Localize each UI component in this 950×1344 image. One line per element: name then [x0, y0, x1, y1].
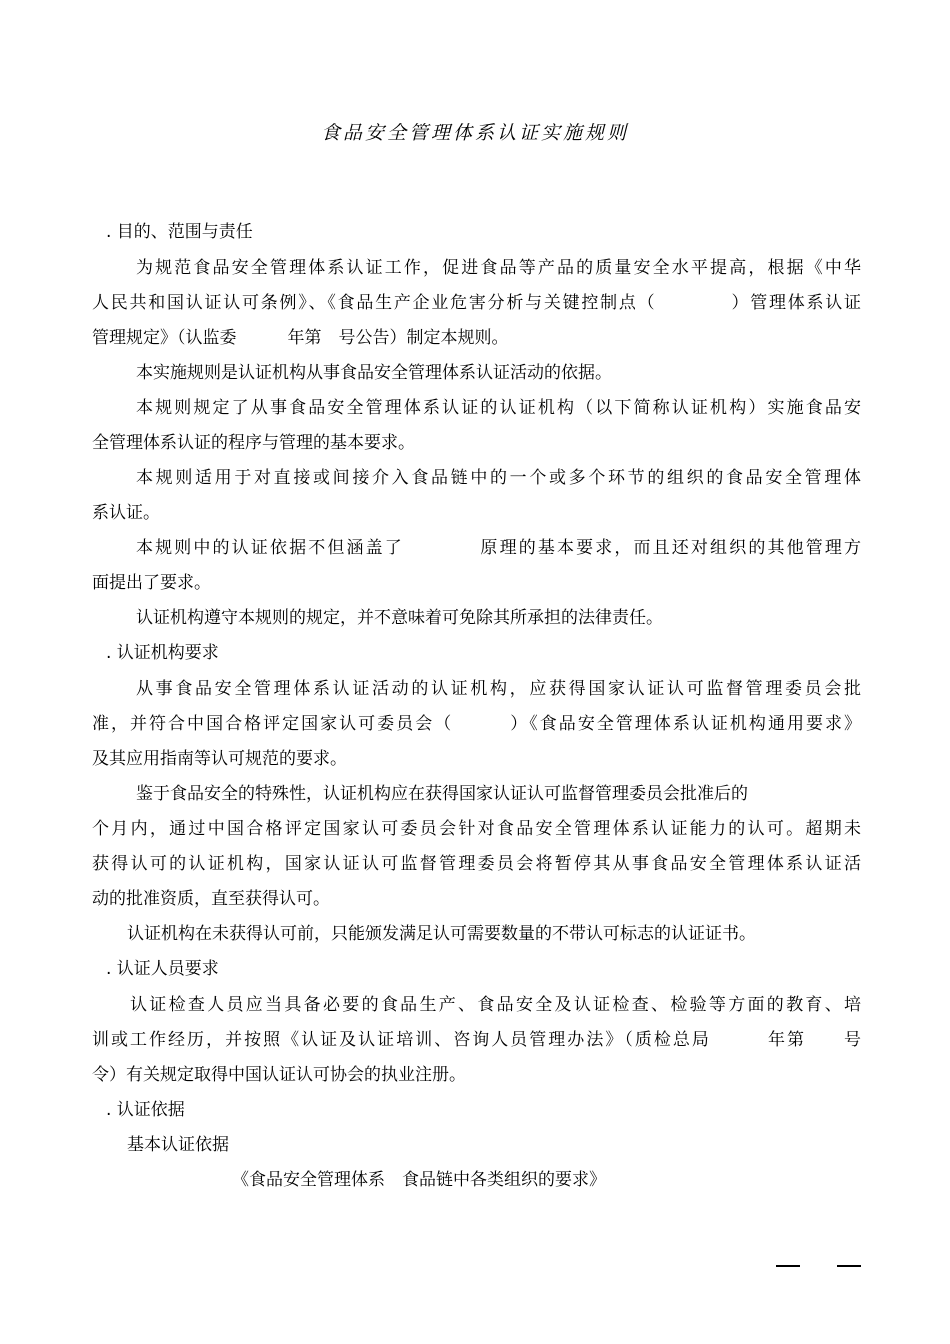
- section-heading-2: . 认证机构要求: [106, 643, 219, 663]
- paragraph-line: 从事食品安全管理体系认证活动的认证机构，应获得国家认证认可监督管理委员会批: [136, 679, 861, 699]
- section-heading-4: . 认证依据: [106, 1100, 185, 1120]
- paragraph-line: 本规则中的认证依据不但涵盖了 原理的基本要求，而且还对组织的其他管理方: [136, 538, 861, 558]
- paragraph-line: 准，并符合中国合格评定国家认可委员会（ ）《食品安全管理体系认证机构通用要求》: [92, 714, 861, 734]
- paragraph-line: 令）有关规定取得中国认证认可协会的执业注册。: [92, 1065, 466, 1085]
- paragraph-line: 人民共和国认证认可条例》、《食品生产企业危害分析与关键控制点（ ）管理体系认证: [92, 293, 861, 313]
- paragraph-line: 为规范食品安全管理体系认证工作，促进食品等产品的质量安全水平提高，根据《中华: [136, 258, 861, 278]
- paragraph-line: 基本认证依据: [127, 1135, 229, 1155]
- paragraph-line: 认证机构遵守本规则的规定，并不意味着可免除其所承担的法律责任。: [136, 608, 663, 628]
- page-number-dash-right: [837, 1265, 861, 1267]
- paragraph-line: 全管理体系认证的程序与管理的基本要求。: [92, 433, 415, 453]
- paragraph-line: 认证检查人员应当具备必要的食品生产、食品安全及认证检查、检验等方面的教育、培: [130, 995, 861, 1015]
- page-title: 食品安全管理体系认证实施规则: [320, 122, 629, 144]
- paragraph-line: 本实施规则是认证机构从事食品安全管理体系认证活动的依据。: [136, 363, 612, 383]
- section-heading-1: . 目的、范围与责任: [106, 222, 253, 242]
- paragraph-line: 管理规定》（认监委 年第 号公告）制定本规则。: [92, 328, 509, 348]
- paragraph-line: 本规则适用于对直接或间接介入食品链中的一个或多个环节的组织的食品安全管理体: [136, 468, 861, 488]
- paragraph-line: 鉴于食品安全的特殊性，认证机构应在获得国家认证认可监督管理委员会批准后的: [136, 784, 748, 804]
- paragraph-line: 动的批准资质，直至获得认可。: [92, 889, 330, 909]
- paragraph-line: 及其应用指南等认可规范的要求。: [92, 749, 347, 769]
- paragraph-line: 个月内，通过中国合格评定国家认可委员会针对食品安全管理体系认证能力的认可。超期未: [92, 819, 861, 839]
- section-heading-3: . 认证人员要求: [106, 959, 219, 979]
- paragraph-line: 训或工作经历，并按照《认证及认证培训、咨询人员管理办法》（质检总局 年第 号: [92, 1030, 861, 1050]
- paragraph-line: 获得认可的认证机构，国家认证认可监督管理委员会将暂停其从事食品安全管理体系认证活: [92, 854, 861, 874]
- paragraph-line: 认证机构在未获得认可前，只能颁发满足认可需要数量的不带认可标志的认证证书。: [127, 924, 756, 944]
- paragraph-line: 系认证。: [92, 503, 160, 523]
- paragraph-line: 本规则规定了从事食品安全管理体系认证的认证机构（以下简称认证机构）实施食品安: [136, 398, 861, 418]
- page-number-dash-left: [776, 1265, 800, 1267]
- paragraph-line: 《食品安全管理体系 食品链中各类组织的要求》: [232, 1170, 606, 1190]
- paragraph-line: 面提出了要求。: [92, 573, 211, 593]
